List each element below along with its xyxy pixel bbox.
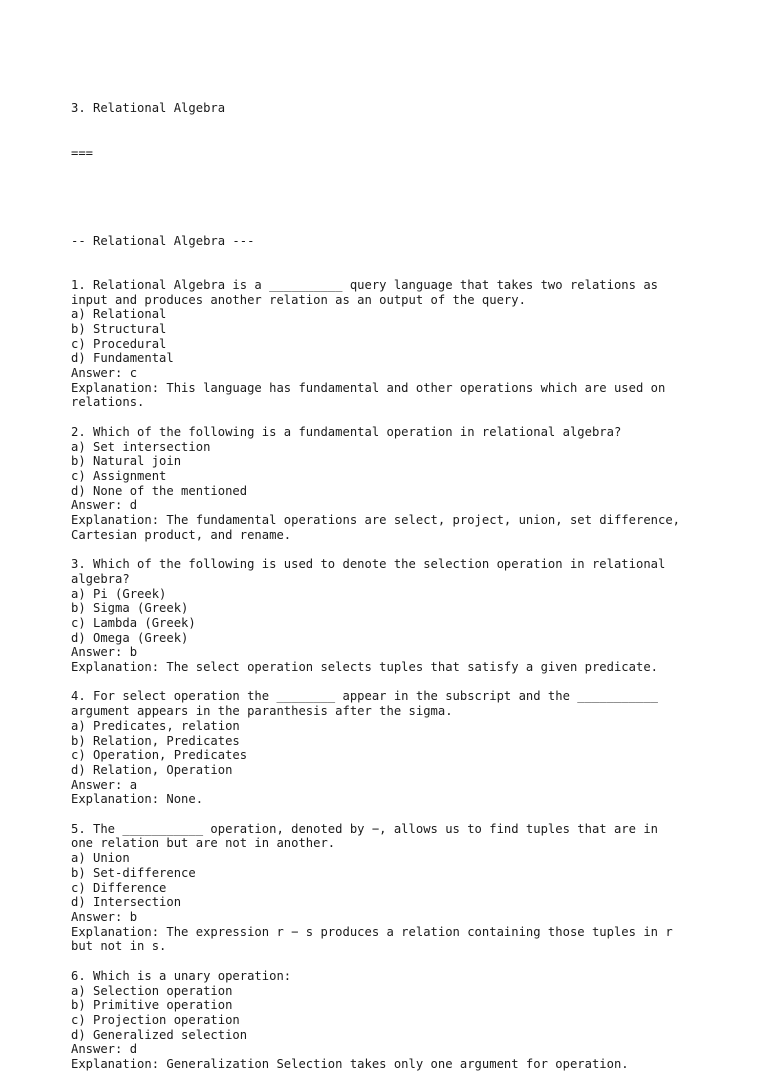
question-block — [71, 557, 731, 675]
spacer — [71, 542, 731, 557]
explanation-text: Explanation: The expression r − s produces a relation containing those tuples in r — [71, 924, 673, 939]
explanation-text: Cartesian product, and rename. — [71, 527, 292, 542]
answer-option: b) Natural join — [71, 454, 182, 469]
spacer — [71, 807, 731, 822]
question-block — [71, 278, 731, 410]
question-block — [71, 822, 731, 954]
question-block — [71, 689, 731, 807]
answer-option: d) Fundamental — [71, 351, 174, 366]
answer-key: Answer: b — [71, 645, 138, 660]
answer-option: d) Intersection — [71, 895, 182, 910]
question-text: 4. For select operation the ________ appear in the subscript and the ___________ — [71, 689, 658, 704]
answer-option: c) Procedural — [71, 336, 167, 351]
answer-option: a) Set intersection — [71, 439, 211, 454]
answer-option: a) Pi (Greek) — [71, 586, 167, 601]
question-text: one relation but are not in another. — [71, 836, 336, 851]
question-text: 5. The ___________ operation, denoted by −, allows us to find tuples that are in — [71, 821, 658, 836]
answer-option: d) Relation, Operation — [71, 762, 233, 777]
answer-option: d) Omega (Greek) — [71, 630, 189, 645]
answer-key: Answer: d — [71, 498, 138, 513]
document-title: 3. Relational Algebra — [71, 101, 226, 116]
answer-option: b) Sigma (Greek) — [71, 601, 189, 616]
question-block — [71, 969, 731, 1072]
spacer — [71, 190, 731, 205]
question-text: 6. Which is a unary operation: — [71, 968, 292, 983]
answer-key: Answer: d — [71, 1042, 138, 1057]
section-header: -- Relational Algebra --- — [71, 233, 255, 248]
answer-option: c) Operation, Predicates — [71, 748, 248, 763]
question-text: 2. Which of the following is a fundamental operation in relational algebra? — [71, 424, 622, 439]
answer-option: c) Assignment — [71, 468, 167, 483]
explanation-text: but not in s. — [71, 939, 167, 954]
answer-option: b) Set-difference — [71, 865, 196, 880]
question-text: argument appears in the paranthesis after the sigma. — [71, 704, 453, 719]
question-list — [71, 278, 731, 1072]
answer-option: d) None of the mentioned — [71, 483, 248, 498]
title-underline: === — [71, 145, 94, 160]
question-text: algebra? — [71, 571, 130, 586]
explanation-text: relations. — [71, 395, 145, 410]
answer-option: a) Selection operation — [71, 983, 233, 998]
answer-option: b) Structural — [71, 321, 167, 336]
explanation-text: Explanation: This language has fundamental and other operations which are used on — [71, 380, 666, 395]
question-text: input and produces another relation as an output of the query. — [71, 292, 526, 307]
document-page — [71, 72, 731, 1086]
answer-option: a) Predicates, relation — [71, 718, 240, 733]
explanation-text: Explanation: The select operation selects tuples that satisfy a given predicate. — [71, 660, 658, 675]
answer-option: a) Relational — [71, 307, 167, 322]
question-text: 1. Relational Algebra is a __________ query language that takes two relations as — [71, 277, 658, 292]
explanation-text: Explanation: The fundamental operations are select, project, union, set difference, — [71, 513, 681, 528]
answer-option: a) Union — [71, 851, 130, 866]
answer-option: d) Generalized selection — [71, 1027, 248, 1042]
answer-key: Answer: b — [71, 910, 138, 924]
answer-key: Answer: a — [71, 777, 138, 792]
answer-option: b) Relation, Predicates — [71, 733, 240, 748]
answer-option: b) Primitive operation — [71, 998, 233, 1013]
spacer — [71, 954, 731, 969]
answer-option: c) Projection operation — [71, 1012, 240, 1027]
explanation-text: Explanation: Generalization Selection takes only one argument for operation. — [71, 1057, 629, 1072]
explanation-text: Explanation: None. — [71, 792, 204, 807]
question-block — [71, 425, 731, 543]
answer-key: Answer: c — [71, 366, 138, 381]
question-text: 3. Which of the following is used to denote the selection operation in relational — [71, 557, 666, 572]
spacer — [71, 675, 731, 690]
spacer — [71, 410, 731, 425]
answer-option: c) Lambda (Greek) — [71, 615, 196, 630]
answer-option: c) Difference — [71, 880, 167, 895]
